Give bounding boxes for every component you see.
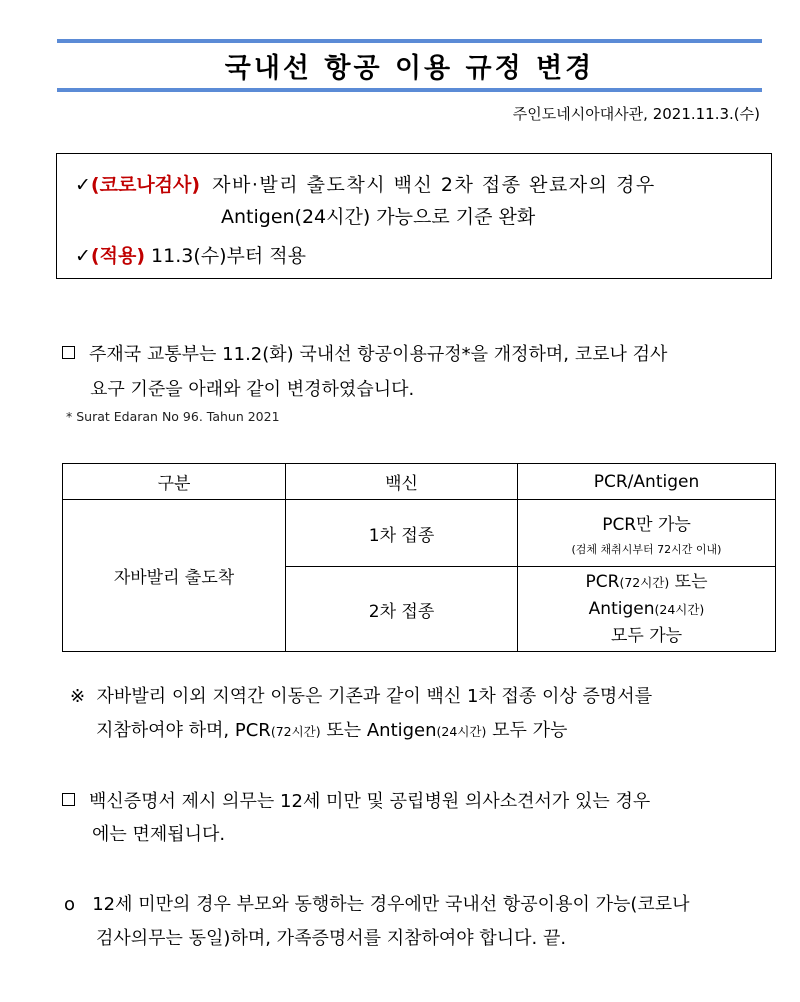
summary-box <box>56 153 772 279</box>
table-row <box>63 500 776 567</box>
test-note: (검체 채취시부터 72시간 이내) <box>571 542 722 556</box>
summary-line-2: Antigen(24시간) 가능으로 기준 완화 <box>221 206 536 228</box>
test-pcr: PCR <box>585 572 620 592</box>
para1-line2: 요구 기준을 아래와 같이 변경하였습니다. <box>90 379 415 400</box>
test-line-3: 모두 가능 <box>610 626 683 646</box>
para2-line2: 에는 면제됩니다. <box>92 824 226 845</box>
summary-tag-covid: (코로나검사) <box>90 174 201 196</box>
note-hours: (72시간) <box>270 724 321 739</box>
vaccine-cell: 2차 접종 <box>286 567 518 652</box>
page-title: 국내선 항공 이용 규정 변경 <box>224 53 595 84</box>
rule-table <box>62 463 776 652</box>
para3-line2: 검사의무는 동일)하며, 가족증명서를 지참하여야 합니다. 끝. <box>96 928 567 949</box>
reference-mark-icon: ※ <box>70 686 86 707</box>
note-star-line1 <box>70 682 652 708</box>
circle-bullet-icon: o <box>64 894 76 915</box>
vaccine-cell: 1차 접종 <box>286 500 518 567</box>
para3-text-1: 12세 미만의 경우 부모와 동행하는 경우에만 국내선 항공이용이 가능(코로나 <box>92 894 690 915</box>
note-star-text-1: 자바발리 이외 지역간 이동은 기존과 같이 백신 1차 접종 이상 증명서를 <box>96 686 653 707</box>
title-top-rule <box>57 39 762 43</box>
summary-tag-apply: (적용) <box>90 245 145 267</box>
note-text: 또는 Antigen <box>320 720 437 741</box>
square-bullet-icon <box>62 346 75 359</box>
note-hours: (24시간) <box>436 724 487 739</box>
test-or: 또는 <box>669 572 708 592</box>
table-header-cell: 백신 <box>286 464 518 500</box>
table-header-cell: 구분 <box>63 464 286 500</box>
para2-line1 <box>62 787 650 813</box>
note-text: 지참하여야 하며, PCR <box>96 720 271 741</box>
test-cell <box>518 567 776 652</box>
square-bullet-icon <box>62 793 75 806</box>
test-line-1 <box>518 569 775 596</box>
summary-line-3 <box>75 241 306 268</box>
test-pcr-hours: (72시간) <box>619 575 670 590</box>
para1-text-1: 주재국 교통부는 11.2(화) 국내선 항공이용규정*을 개정하며, 코로나 검사 <box>89 344 668 365</box>
test-main: PCR만 가능 <box>602 514 691 535</box>
test-line-2 <box>518 596 775 623</box>
test-antigen-hours: (24시간) <box>654 602 705 617</box>
para2-text-1: 백신증명서 제시 의무는 12세 미만 및 공립병원 의사소견서가 있는 경우 <box>89 791 651 812</box>
title-bottom-rule <box>57 88 762 92</box>
note-text: 모두 가능 <box>486 720 568 741</box>
embassy-date: 주인도네시아대사관, 2021.11.3.(수) <box>512 105 760 123</box>
para3-line1 <box>64 890 690 916</box>
row-label-cell: 자바발리 출도착 <box>63 500 286 652</box>
table-header-row <box>63 464 776 500</box>
check-icon: ✓ <box>75 174 91 196</box>
test-cell <box>518 500 776 567</box>
summary-line-1 <box>75 170 656 197</box>
summary-text-3: 11.3(수)부터 적용 <box>151 245 306 267</box>
footnote: * Surat Edaran No 96. Tahun 2021 <box>66 409 280 424</box>
check-icon: ✓ <box>75 245 91 267</box>
summary-text-1: 자바·발리 출도착시 백신 2차 접종 완료자의 경우 <box>212 174 656 196</box>
test-antigen: Antigen <box>588 599 655 619</box>
note-star-line2 <box>96 716 567 742</box>
table-header-cell: PCR/Antigen <box>518 464 776 500</box>
para1-line1 <box>62 340 667 366</box>
